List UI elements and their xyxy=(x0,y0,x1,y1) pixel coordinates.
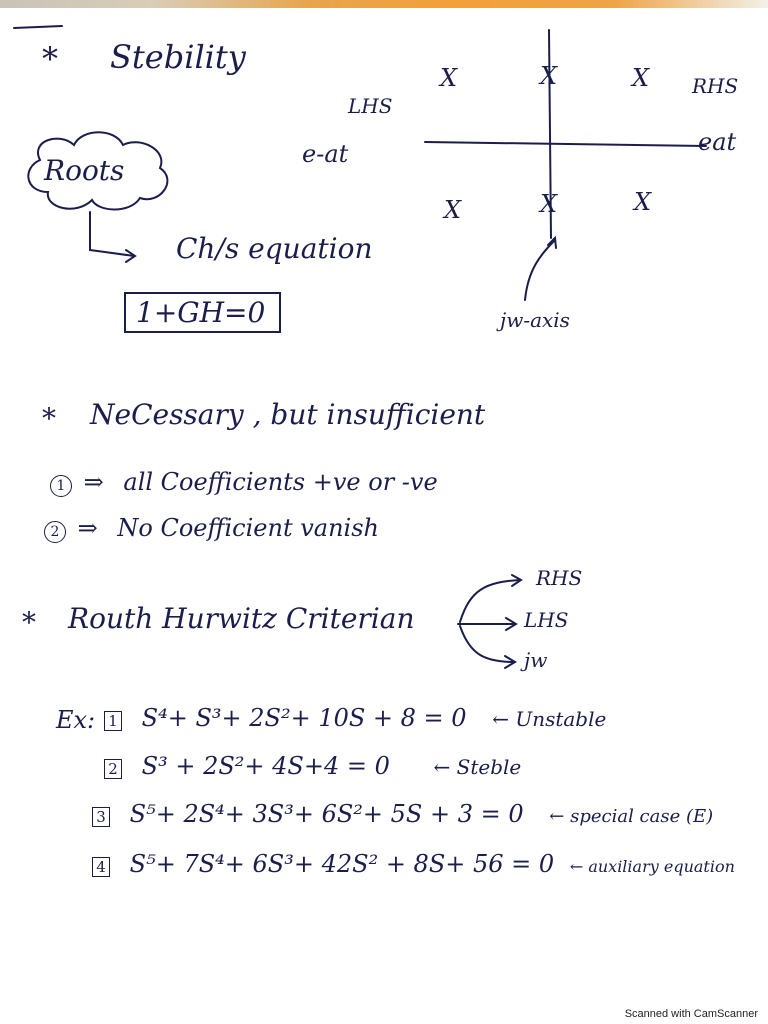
example-number: 4 xyxy=(92,857,110,877)
routh-branch-rhs: RHS xyxy=(536,566,583,590)
example-row xyxy=(104,704,606,732)
example-note: ← Steble xyxy=(433,755,522,779)
jw-pointer-arrow xyxy=(525,240,555,300)
example-number: 2 xyxy=(104,759,122,779)
necessary-heading: NeCessary , but insufficient xyxy=(90,398,486,431)
condition-item xyxy=(50,468,438,497)
routh-heading: Routh Hurwitz Criterian xyxy=(68,602,415,635)
jw-axis-label: jw-axis xyxy=(500,308,570,332)
lhs-exponential: e-at xyxy=(302,140,349,168)
example-equation: S⁴+ S³+ 2S²+ 10S + 8 = 0 xyxy=(141,704,467,732)
condition-arrow: ⇒ xyxy=(83,468,104,496)
example-equation: S⁵+ 2S⁴+ 3S³+ 6S²+ 5S + 3 = 0 xyxy=(129,800,524,828)
header-bullet: * xyxy=(42,40,58,78)
pole-marker: X xyxy=(540,190,558,218)
example-row xyxy=(92,800,713,828)
roots-label: Roots xyxy=(44,154,125,187)
pole-marker: X xyxy=(440,64,458,92)
condition-item xyxy=(44,514,379,543)
characteristic-equation-label: Ch/s equation xyxy=(176,232,373,265)
example-equation: S³ + 2S²+ 4S+4 = 0 xyxy=(141,752,390,780)
sigma-axis-line xyxy=(425,142,706,146)
necessary-bullet: * xyxy=(42,402,56,435)
pole-marker: X xyxy=(634,188,652,216)
rhs-exponential: eat xyxy=(698,128,737,156)
condition-text: No Coefficient vanish xyxy=(117,514,379,542)
example-number: 3 xyxy=(92,807,110,827)
branch-rhs xyxy=(460,580,520,622)
roots-arrow xyxy=(90,212,134,256)
header-dash xyxy=(14,26,62,28)
rhs-label: RHS xyxy=(692,74,739,98)
lhs-label: LHS xyxy=(348,94,393,118)
condition-text: all Coefficients +ve or -ve xyxy=(123,468,438,496)
routh-bullet: * xyxy=(22,606,36,639)
condition-number: 2 xyxy=(44,521,66,543)
example-note: ← special case (E) xyxy=(549,806,714,827)
example-note: ← Unstable xyxy=(492,707,607,731)
routh-branch-jw: jw xyxy=(524,648,548,672)
example-row xyxy=(104,752,521,780)
examples-prefix: Ex: xyxy=(56,706,96,734)
example-number: 1 xyxy=(104,711,122,731)
condition-number: 1 xyxy=(50,475,72,497)
example-note: ← auxiliary equation xyxy=(569,857,735,876)
example-row xyxy=(92,850,735,878)
scanner-watermark: Scanned with CamScanner xyxy=(624,1008,758,1020)
pole-marker: X xyxy=(632,64,650,92)
page-title: Stebility xyxy=(110,38,246,76)
boxed-equation: 1+GH=0 xyxy=(124,292,281,333)
routh-branch-lhs: LHS xyxy=(524,608,569,632)
condition-arrow: ⇒ xyxy=(77,514,98,542)
example-equation: S⁵+ 7S⁴+ 6S³+ 42S² + 8S+ 56 = 0 xyxy=(129,850,555,878)
pole-marker: X xyxy=(444,196,462,224)
pole-marker: X xyxy=(540,62,558,90)
